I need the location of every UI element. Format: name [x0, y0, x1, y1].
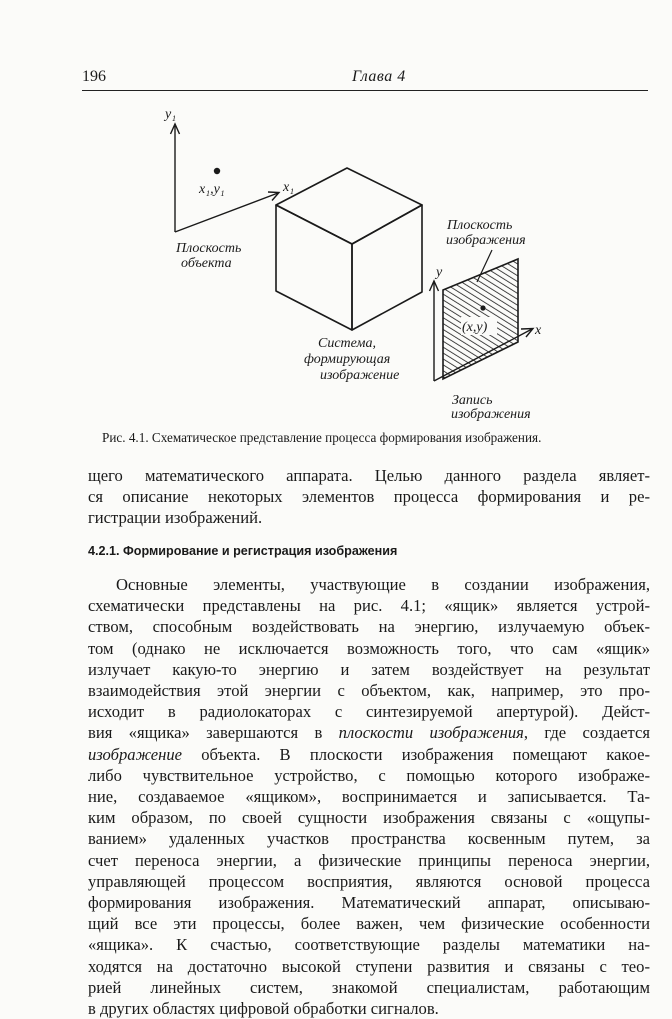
page-number: 196: [82, 68, 106, 85]
label-system-3: изображение: [320, 368, 400, 383]
label-image-plane-1: Плоскость: [447, 218, 513, 233]
label-system-1: Система,: [318, 336, 376, 351]
text-line: «ящика». К счастью, соответствующие разделы математики на-: [88, 935, 650, 955]
text-line: щего математического аппарата. Целью данного раздела являет-: [88, 466, 650, 485]
text-line: щий все эти процессы, более важен, чем физические особенности: [88, 914, 650, 934]
text-line: схематически представлены на рис. 4.1; «ящик» является устрой-: [88, 596, 650, 616]
running-head: Глава 4: [352, 68, 406, 85]
text-line: ние, создаваемое «ящиком», воспринимается и записывается. Та-: [88, 787, 650, 807]
text-line: либо чувствительное устройство, с помощью которого изображе-: [88, 765, 650, 785]
text-line: счет переноса энергии, а физические принципы переноса энергии,: [88, 850, 650, 870]
image-point: [480, 305, 485, 310]
text-line: [88, 722, 650, 743]
label-system-2: формирующая: [304, 352, 391, 367]
text-line: формирования изображения. Математический аппарат, описываю-: [88, 893, 650, 913]
text-run: объекта. В плоскости изображения помещают какое-: [182, 744, 650, 764]
text-line: рией линейных систем, знакомой специалистам, работающим: [88, 977, 650, 997]
label-x: x: [535, 323, 542, 338]
object-point: [214, 168, 220, 174]
text-line: гистрации изображений.: [88, 508, 263, 528]
label-recording-1: Запись: [452, 393, 493, 408]
label-y1: y₁: [165, 107, 177, 122]
label-object-point: x₁,y₁: [199, 182, 225, 197]
label-y: y: [436, 265, 443, 280]
text-line: в других областях цифровой обработки сигналов.: [88, 999, 439, 1019]
object-plane-axes: [171, 124, 280, 232]
term-image: изображение: [88, 744, 183, 764]
text-line: ванием» удаленных участков пространства косвенным путем, за: [88, 829, 650, 849]
text-line: ством, способным воздействовать на энергию, излучаемую объек-: [88, 617, 650, 637]
figure-caption: Рис. 4.1. Схематическое представление процесса формирования изображения.: [102, 430, 542, 445]
text-line: [88, 744, 650, 765]
text-line: управляющей процессом восприятия, являются основой процесса: [88, 871, 650, 891]
text-run: , где создается: [523, 723, 650, 743]
text-line: ся описание некоторых элементов процесса формирования и ре-: [88, 487, 650, 507]
label-x1: x₁: [283, 180, 295, 195]
text-run: вия «ящика» завершаются в: [88, 723, 339, 743]
text-line: ким образом, по своей сущности изображения связаны с «ощупы-: [88, 808, 650, 828]
label-image-point: (x,y): [462, 320, 488, 335]
system-box: [276, 168, 422, 330]
text-line: Основные элементы, участвующие в создании изображения,: [116, 575, 650, 594]
term-image-plane: плоскости изображения: [338, 723, 524, 743]
text-line: взаимодействия этой энергии с объектом, как, например, это про-: [88, 681, 650, 701]
label-object-plane-2: объекта: [181, 256, 232, 271]
paragraph-main: [88, 574, 650, 1019]
text-line: том (однако не исключается возможность того, что сам «ящик»: [88, 638, 650, 658]
section-heading: 4.2.1. Формирование и регистрация изображения: [88, 544, 398, 558]
paragraph-intro: [88, 465, 650, 529]
label-object-plane-1: Плоскость: [176, 241, 242, 256]
text-line: исходит в радиолокаторах с синтезируемой апертурой). Дейст-: [88, 702, 650, 722]
label-image-plane-2: изображения: [446, 233, 526, 248]
text-line: ходятся на достаточно высокой ступени развития и связаны с тео-: [88, 956, 650, 976]
label-recording-2: изображения: [451, 407, 531, 422]
text-line: излучает какую-то энергию и затем воздействует на результат: [88, 659, 650, 679]
figure-image-formation: [0, 0, 672, 440]
